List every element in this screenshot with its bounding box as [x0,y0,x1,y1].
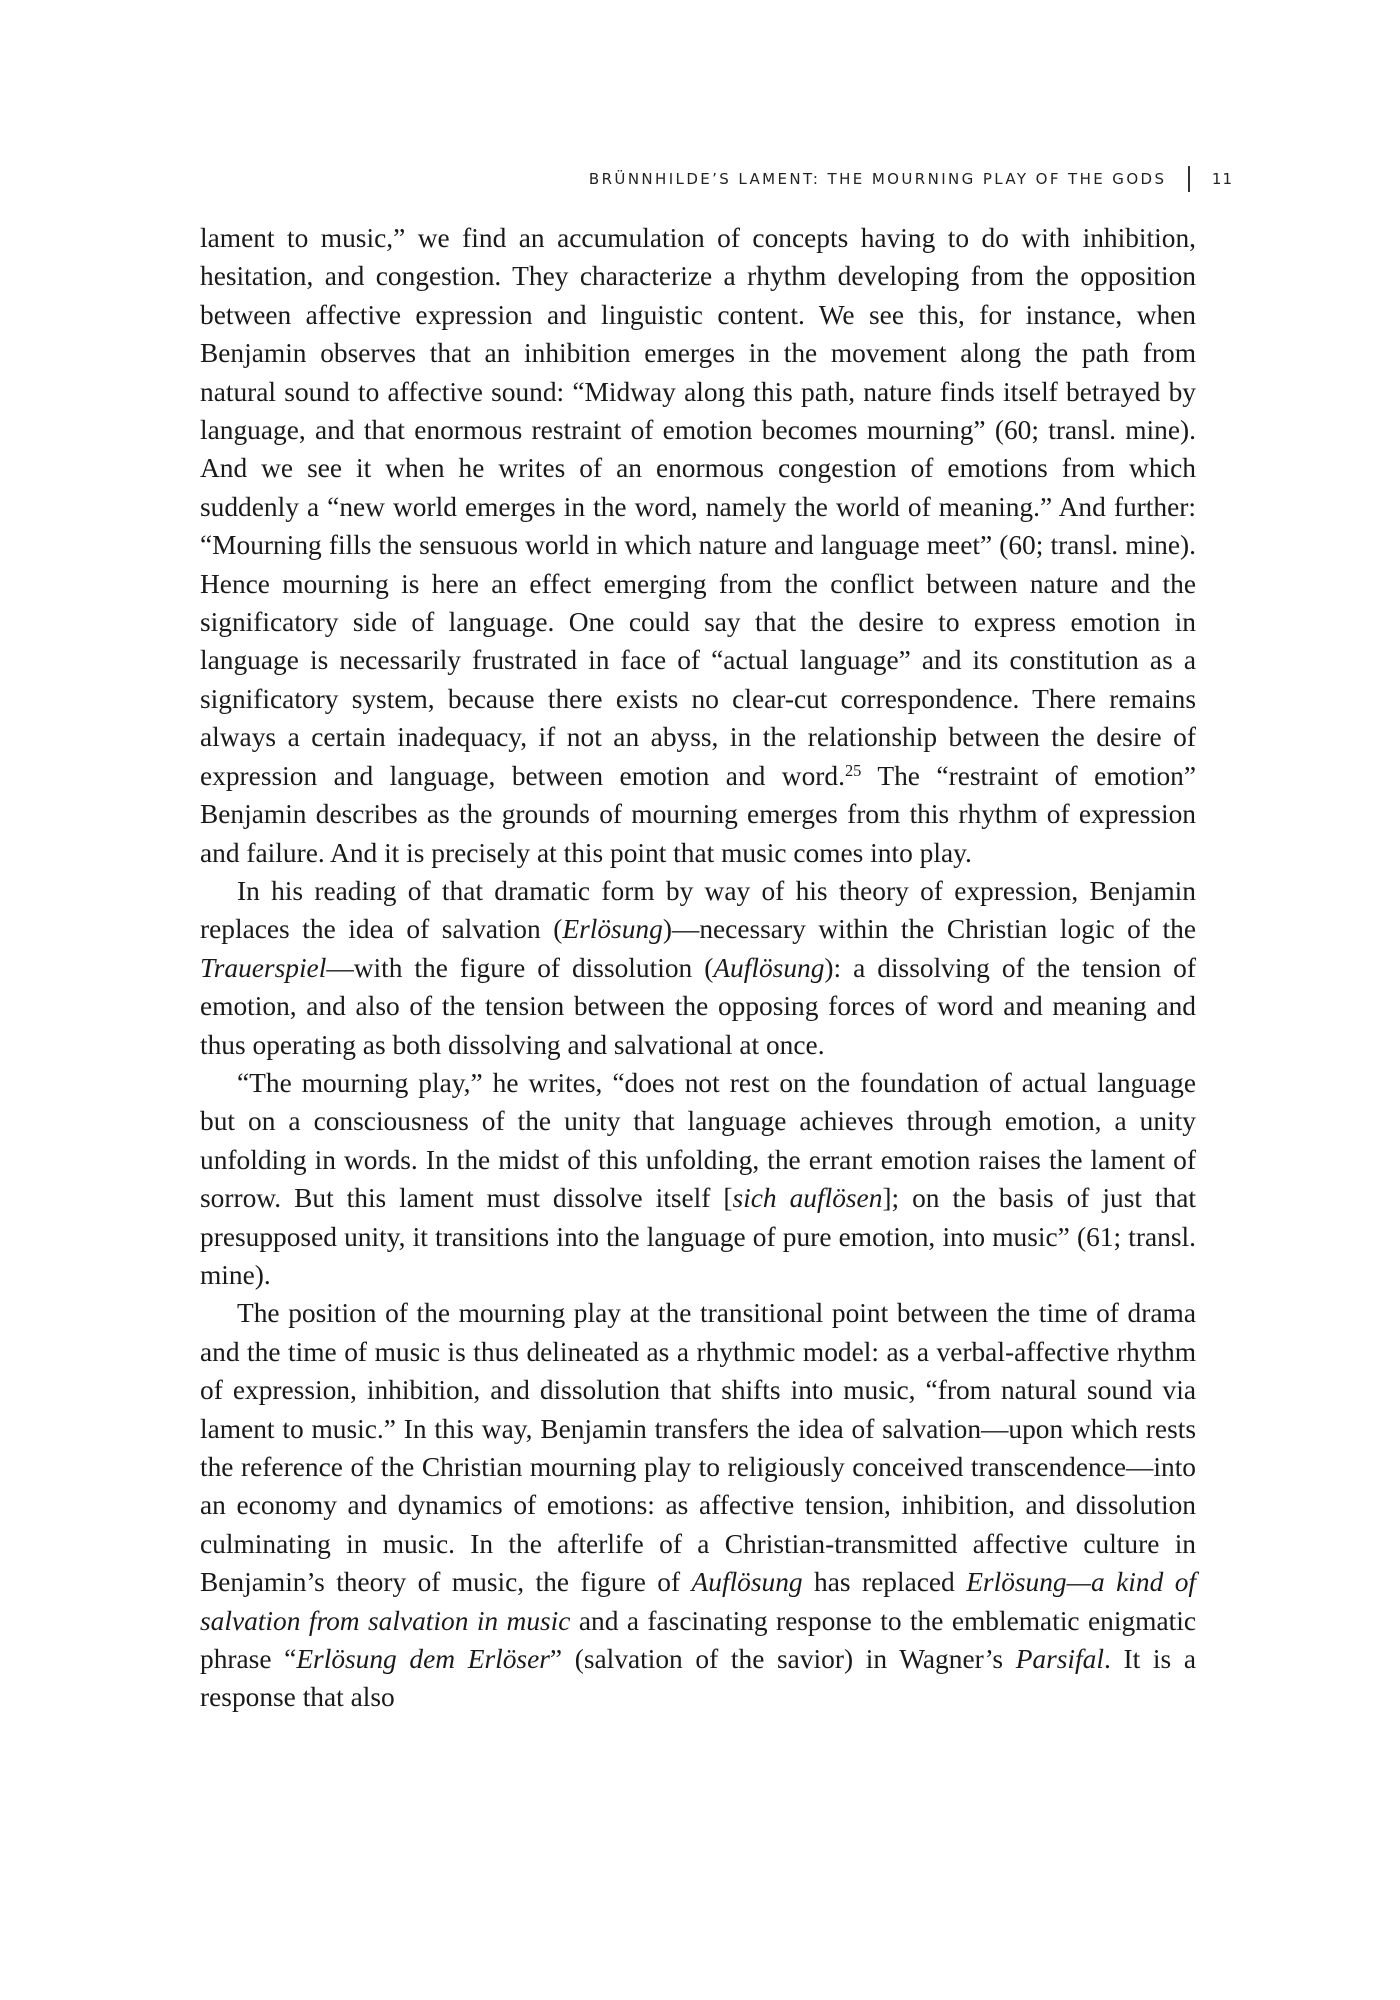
paragraph-text: and a fascinating response to the emblematic enigmatic phrase “ [200,1605,1196,1675]
page-number: 11 [1211,170,1233,188]
paragraph-1 [200,219,1196,872]
italic-term: Parsifal [1015,1644,1104,1675]
running-head [200,166,1233,192]
paragraph-text: The position of the mourning play at the transitional point between the time of drama and the time of music is thus delineated as a rhythmic model: as a verbal-affective rhythm of expression, inhibition, and dissolution that shifts into music, “from natural sound via lament to music.” In this way, Benjamin transfers the idea of salvation—upon which rests the reference of the Christian mourning play to religiously conceived transcendence—into an economy and dynamics of emotions: as affective tension, inhibition, and dissolution culminating in music. In the afterlife of a Christian-transmitted affective culture in Benjamin’s theory of music, the figure of [200,1298,1196,1598]
paragraph-3 [200,1064,1196,1294]
italic-term: sich auflösen [732,1183,883,1214]
paragraph-text: . It is a response that also [200,1644,1196,1713]
paragraph-text: “The mourning play,” he writes, “does not rest on the foundation of actual language but on a consciousness of the unity that language achieves through emotion, a unity unfolding in words. In the midst of this unfolding, the errant emotion raises the lament of sorrow. But this lament must dissolve itself [ [200,1067,1196,1214]
italic-term: Erlösung dem Erlöser [296,1644,550,1675]
paragraph-2 [200,872,1196,1064]
running-head-title: BRÜNNHILDE’S LAMENT: THE MOURNING PLAY OF THE GODS [588,170,1167,188]
paragraph-text: The “restraint of emotion” Benjamin describes as the grounds of mourning emerges from this rhythm of expression and failure. And it is precisely at this point that music comes into play. [200,760,1197,868]
paragraph-text: —with the figure of dissolution ( [326,952,714,983]
paragraph-4 [200,1294,1196,1716]
italic-term: Erlösung [562,914,663,945]
body-text [200,219,1196,1717]
italic-term: Auflösung [691,1567,803,1598]
paragraph-text: ” (salvation of the savior) in Wagner’s [549,1644,1016,1675]
paragraph-text: ): a dissolving of the tension of emotion, and also of the tension between the opposing forces of word and meaning and thus operating as both dissolving and salvational at once. [200,952,1196,1060]
paragraph-text: lament to music,” we find an accumulation of concepts having to do with inhibition, hesitation, and congestion. They characterize a rhythm developing from the opposition between affective expression and linguistic content. We see this, for instance, when Benjamin observes that an inhibition emerges in the movement along the path from natural sound to affective sound: “Midway along this path, nature finds itself betrayed by language, and that enormous restraint of emotion becomes mourning” (60; transl. mine). And we see it when he writes of an enormous congestion of emotions from which suddenly a “new world emerges in the word, namely the world of meaning.” And further: “Mourning fills the sensuous world in which nature and language meet” (60; transl. mine). Hence mourning is here an effect emerging from the conflict between nature and the significatory side of language. One could say that the desire to express emotion in language is necessarily frustrated in face of “actual language” and its constitution as a significatory system, because there exists no clear-cut correspondence. There remains always a certain inadequacy, if not an abyss, in the relationship between the desire of expression and language, between emotion and word. [200,223,1196,791]
paragraph-text: has replaced [802,1567,967,1598]
paragraph-text: ]; on the basis of just that presupposed unity, it transitions into the language of pure emotion, into music” (61; transl. mine). [200,1183,1196,1290]
italic-term: Auflösung [713,952,825,983]
italic-term: Erlösung—a kind of salvation from salvation in music [200,1567,1197,1636]
italic-term: Trauerspiel [200,952,327,983]
footnote-marker-25: 25 [844,760,862,780]
running-head-divider [1188,166,1190,192]
paragraph-text: )—necessary within the Christian logic of the [662,914,1196,945]
paragraph-text: In his reading of that dramatic form by way of his theory of expression, Benjamin replaces the idea of salvation ( [200,875,1196,945]
